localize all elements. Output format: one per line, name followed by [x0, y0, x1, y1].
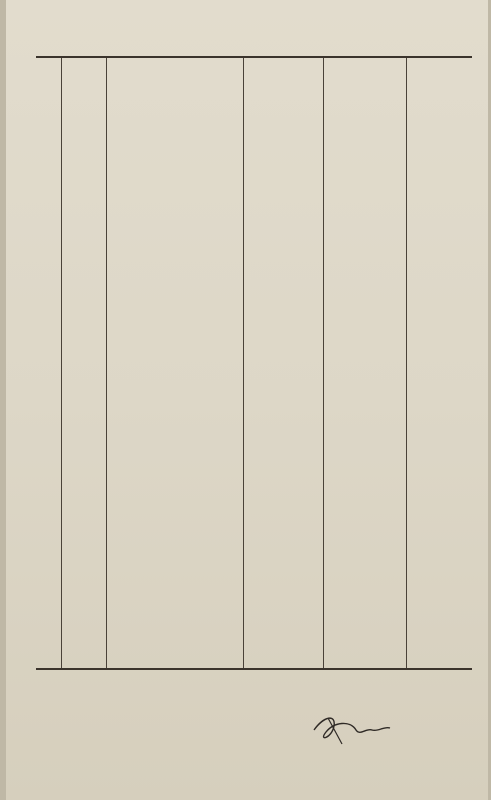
- column-divider: [106, 58, 107, 668]
- column-divider: [406, 58, 407, 668]
- column-divider: [61, 58, 62, 668]
- signature-mark: [306, 708, 396, 748]
- column-divider: [243, 58, 244, 668]
- column-divider: [323, 58, 324, 668]
- performance-table: [36, 56, 472, 670]
- document-page: [6, 0, 488, 800]
